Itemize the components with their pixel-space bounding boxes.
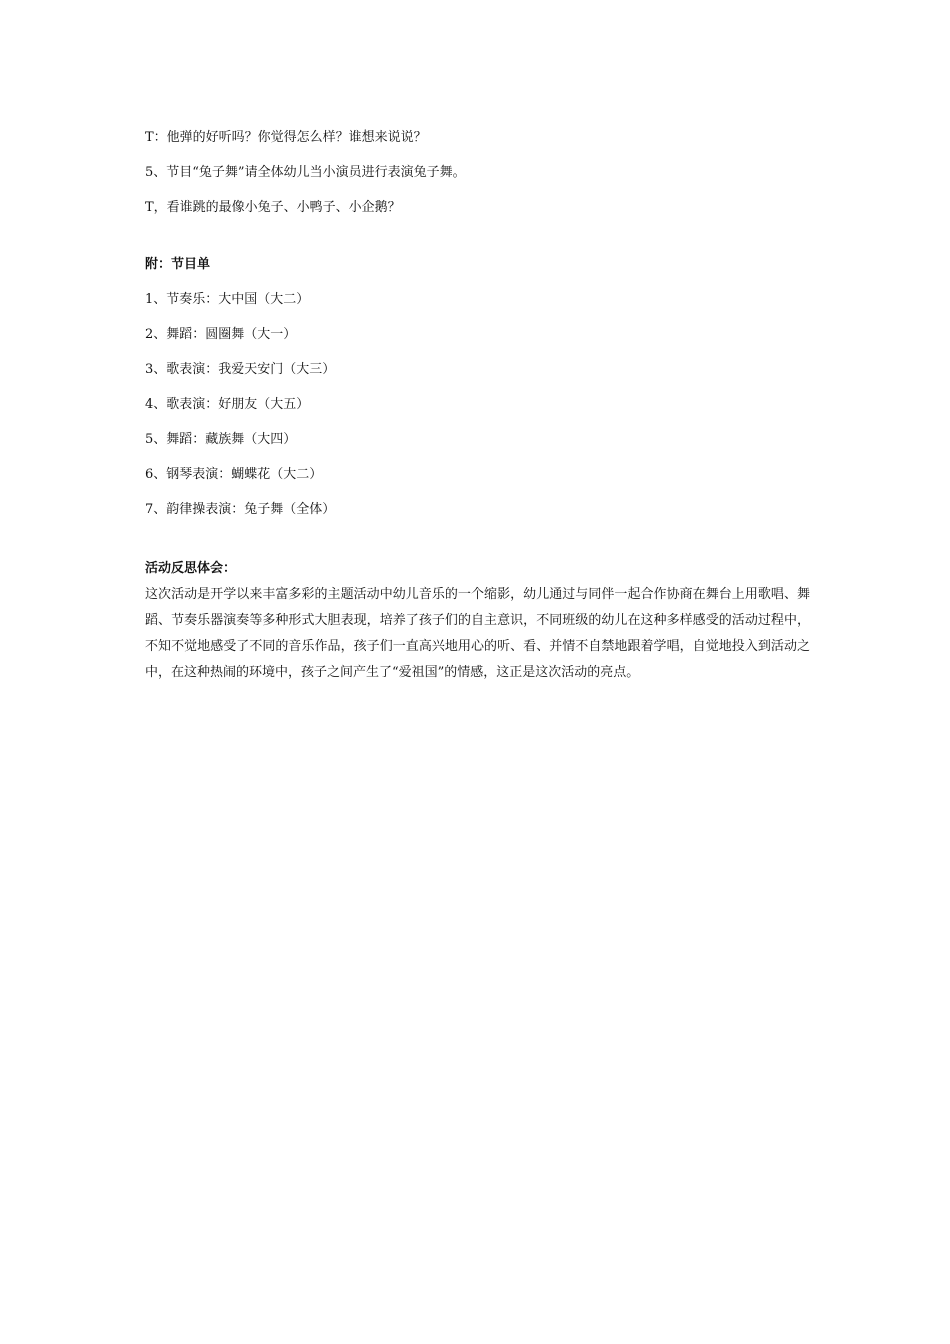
program-item: 1、节奏乐：大中国（大二） (145, 292, 310, 307)
program-item: 2、舞蹈：圆圈舞（大一） (145, 327, 297, 342)
intro-line: T：他弹的好听吗？你觉得怎么样？谁想来说说？ (145, 130, 427, 145)
program-item: 3、歌表演：我爱天安门（大三） (145, 362, 336, 377)
program-item: 4、歌表演：好朋友（大五） (145, 397, 310, 412)
intro-line: 5、节目“兔子舞”请全体幼儿当小演员进行表演兔子舞。 (145, 165, 466, 180)
program-item: 6、钢琴表演：蝴蝶花（大二） (145, 467, 323, 482)
program-heading: 附：节目单 (145, 257, 211, 272)
program-item: 5、舞蹈：藏族舞（大四） (145, 432, 297, 447)
document-page (145, 120, 810, 686)
program-item: 7、韵律操表演：兔子舞（全体） (145, 502, 336, 517)
reflection-paragraph: 这次活动是开学以来丰富多彩的主题活动中幼儿音乐的一个缩影，幼儿通过与同伴一起合作协商在舞台上用歌唱、舞蹈、节奏乐器演奏等多种形式大胆表现，培养了孩子们的自主意识，不同班级的幼儿在这种多样感受的活动过程中，不知不觉地感受了不同的音乐作品，孩子们一直高兴地用心的听、看、并情不自禁地跟着学唱，自觉地投入到活动之中，在这种热闹的环境中，孩子之间产生了“爱祖国”的情感，这正是这次活动的亮点。 (145, 587, 810, 680)
intro-line: T，看谁跳的最像小兔子、小鸭子、小企鹅？ (145, 200, 401, 215)
reflection-heading: 活动反思体会： (145, 561, 237, 576)
